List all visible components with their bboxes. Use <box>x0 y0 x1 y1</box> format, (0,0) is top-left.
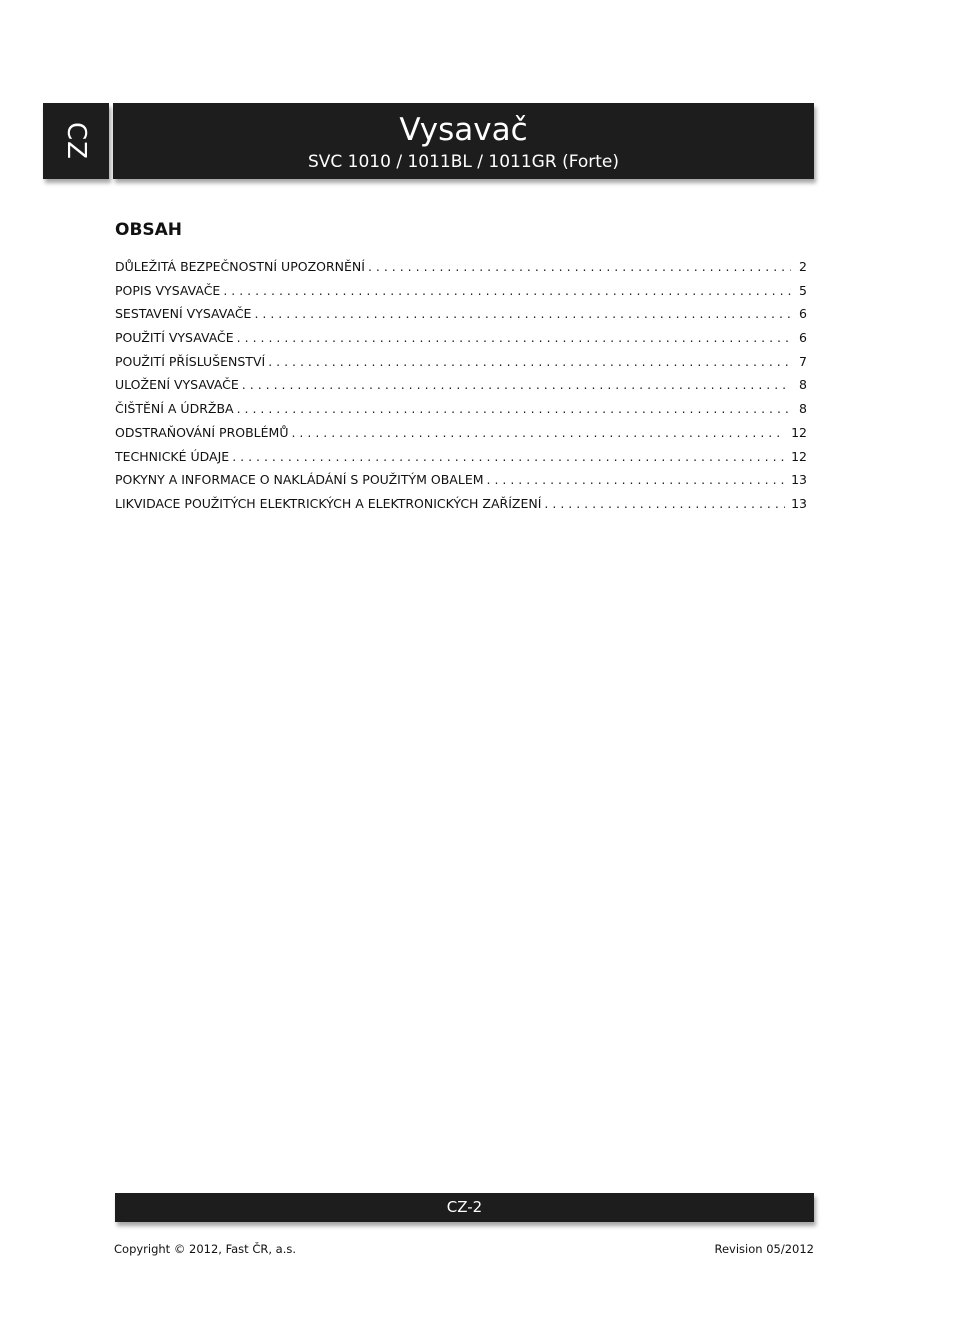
toc-entry[interactable] <box>115 302 807 326</box>
toc-entry-title: ODSTRAŇOVÁNÍ PROBLÉMŮ <box>115 421 291 445</box>
toc-entry[interactable] <box>115 492 807 516</box>
toc-entry-page: 2 <box>799 259 807 274</box>
toc-entry-page: 6 <box>799 306 807 322</box>
toc-entry-title: POUŽITÍ VYSAVAČE <box>115 326 237 350</box>
toc-dot-leader <box>268 350 791 374</box>
toc-entry[interactable] <box>115 279 807 303</box>
toc-dot-leader <box>291 421 785 445</box>
toc-entry-title: TECHNICKÉ ÚDAJE <box>115 445 232 469</box>
toc-entry-page: 6 <box>799 330 807 346</box>
toc-entry[interactable] <box>115 397 807 421</box>
toc-entry[interactable] <box>115 373 807 397</box>
toc-entry-page: 13 <box>791 495 807 511</box>
toc-heading: OBSAH <box>115 220 183 240</box>
toc-entry[interactable] <box>115 468 807 492</box>
toc-entry-title: POKYNY A INFORMACE O NAKLÁDÁNÍ S POUŽITÝM OBALEM <box>115 468 487 492</box>
toc-dot-leader <box>544 492 785 516</box>
toc-entry[interactable] <box>115 350 807 374</box>
toc-entry-page: 7 <box>799 353 807 369</box>
toc-entry-title: ČIŠTĚNÍ A ÚDRŽBA <box>115 397 237 421</box>
language-tab <box>43 103 109 179</box>
title-band <box>113 103 814 179</box>
toc-entry-page: 8 <box>799 401 807 417</box>
toc-dot-leader <box>223 279 791 303</box>
toc-entry-page: 13 <box>791 472 807 488</box>
toc-dot-leader <box>487 468 786 492</box>
toc-dot-leader <box>254 302 791 326</box>
toc-entry-page: 5 <box>799 282 807 298</box>
toc-entry-title: POUŽITÍ PŘÍSLUŠENSTVÍ <box>115 350 268 374</box>
toc-entry-title: ULOŽENÍ VYSAVAČE <box>115 373 242 397</box>
toc-dot-leader <box>232 445 785 469</box>
toc-dot-leader <box>242 373 791 397</box>
toc-entry-title: SESTAVENÍ VYSAVAČE <box>115 302 254 326</box>
revision-label: Revision 05/2012 <box>714 1242 814 1256</box>
toc-entry[interactable] <box>115 421 807 445</box>
page-number-band <box>115 1193 814 1222</box>
toc-entry[interactable] <box>115 326 807 350</box>
toc-entry-page: 8 <box>799 377 807 393</box>
language-code: CZ <box>61 122 91 160</box>
toc-entry-page: 12 <box>791 424 807 440</box>
page-number: CZ-2 <box>446 1198 483 1216</box>
toc-entry[interactable] <box>115 445 807 469</box>
toc-dot-leader <box>368 255 791 279</box>
toc-entry-title: POPIS VYSAVAČE <box>115 279 223 303</box>
toc-dot-leader <box>237 326 791 350</box>
toc-entry-title: DŮLEŽITÁ BEZPEČNOSTNÍ UPOZORNĚNÍ <box>115 255 368 279</box>
document-title: Vysavač <box>399 112 528 148</box>
toc-entry[interactable] <box>115 255 807 279</box>
toc-entry-page: 12 <box>791 448 807 464</box>
copyright-notice: Copyright © 2012, Fast ČR, a.s. <box>114 1242 297 1256</box>
toc-list <box>115 255 807 516</box>
document-subtitle: SVC 1010 / 1011BL / 1011GR (Forte) <box>307 152 620 172</box>
toc-entry-title: LIKVIDACE POUŽITÝCH ELEKTRICKÝCH A ELEKTRONICKÝCH ZAŘÍZENÍ <box>115 492 544 516</box>
toc-dot-leader <box>237 397 791 421</box>
